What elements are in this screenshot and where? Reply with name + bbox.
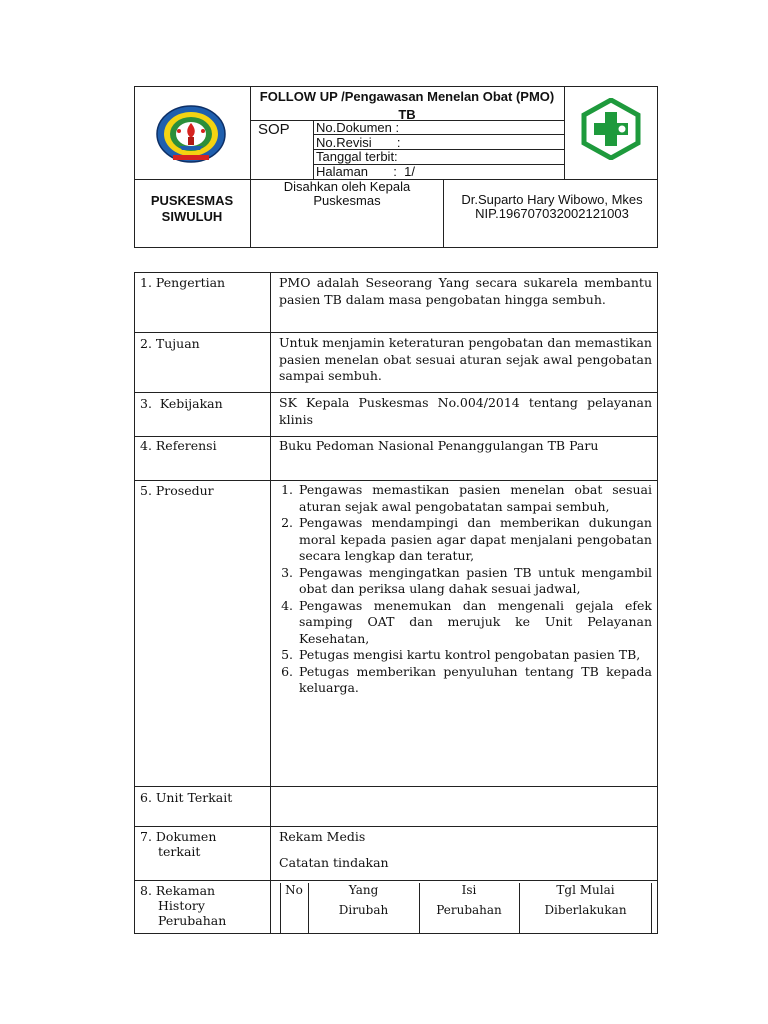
institution-name: PUSKESMAS SIWULUH [150,193,234,224]
header-line: Yang [348,883,379,897]
tanggal-terbit-field: Tanggal terbit: [316,149,398,164]
puskesmas-logo [580,98,642,160]
procedure-step: 4. Pengawas menemukan dan mengenali gejala efek samping OAT dan merujuk ke Unit Pelayanan Kesehatan, [297,598,652,648]
row-divider [134,826,658,827]
header-line: Isi [461,883,477,897]
signer-nip: NIP.196707032002121003 [475,206,629,221]
row-divider [134,332,658,333]
row-divider [134,786,658,787]
halaman-field: Halaman : 1/ [316,164,415,179]
procedure-step: 5. Petugas mengisi kartu kontrol pengobatan pasien TB, [297,647,652,664]
procedure-list [279,482,652,697]
signer-name: Dr.Suparto Hary Wibowo, Mkes [461,192,643,207]
label-line: terkait [158,844,201,859]
procedure-step: 1. Pengawas memastikan pasien menelan obat sesuai aturan sejak awal pengobatatan sampai sembuh, [297,482,652,515]
label-line: 7. Dokumen [140,829,217,844]
no-dokumen-field: No.Dokumen : [316,120,400,135]
header-divider [564,86,565,179]
section-text-tujuan: Untuk menjamin keteraturan pengobatan dan memastikan pasien menelan obat sesuai aturan sejak awal pengobatan sampai sembuh. [279,335,652,383]
label-line: History [158,898,205,913]
sop-label: SOP [258,121,290,138]
section-text-pengertian: PMO adalah Seseorang Yang secara sukarela membantu pasien TB dalam masa pengobatan hingga sembuh. [279,275,652,307]
header-line: Tgl Mulai [556,883,615,897]
header-divider [443,179,444,248]
procedure-step: 2. Pengawas mendampingi dan memberikan dukungan moral kepada pasien agar dapat menjalani pengobatan secara lengkap dan teratur, [297,515,652,565]
label-line: 8. Rekaman [140,883,216,898]
dokumen-terkait-item: Catatan tindakan [279,855,389,870]
section-label-prosedur: 5. Prosedur [140,483,214,498]
row-divider [134,480,658,481]
header-line: Dirubah [338,903,389,917]
signer-block [446,193,658,221]
approval-text: Disahkan oleh Kepala Puskesmas [283,179,411,208]
dokumen-terkait-item: Rekam Medis [279,829,366,844]
label-line: Perubahan [158,913,227,928]
section-label-unit-terkait: 6. Unit Terkait [140,790,233,805]
section-label-pengertian: 1. Pengertian [140,275,226,290]
regional-emblem-logo [155,104,227,164]
section-text-referensi: Buku Pedoman Nasional Penanggulangan TB Paru [279,438,599,453]
procedure-list-container [279,482,652,697]
header-line: Diberlakukan [544,903,627,917]
history-header-no [280,880,308,900]
document-title: FOLLOW UP /Pengawasan Menelan Obat (PMO) TB [259,89,555,122]
procedure-step: 6. Petugas memberikan penyuluhan tentang TB kepada keluarga. [297,664,652,697]
column-divider [270,272,271,934]
header-line: No [285,883,303,897]
section-label-rekaman [140,883,266,928]
history-header-yang-dirubah [308,880,419,920]
row-divider [134,392,658,393]
section-text-kebijakan: SK Kepala Puskesmas No.004/2014 tentang pelayanan klinis [279,395,652,427]
header-line: Perubahan [436,903,502,917]
history-header-tgl-mulai [519,880,652,920]
procedure-step: 3. Pengawas mengingatkan pasien TB untuk mengambil obat dan periksa ulang dahak sesuai jadwal, [297,565,652,598]
section-label-kebijakan: 3. Kebijakan [140,396,223,411]
history-header-isi-perubahan [419,880,519,920]
section-label-dokumen-terkait [140,829,266,859]
section-label-tujuan: 2. Tujuan [140,336,200,351]
section-label-referensi: 4. Referensi [140,438,217,453]
no-revisi-field: No.Revisi : [316,135,401,150]
row-divider [134,436,658,437]
